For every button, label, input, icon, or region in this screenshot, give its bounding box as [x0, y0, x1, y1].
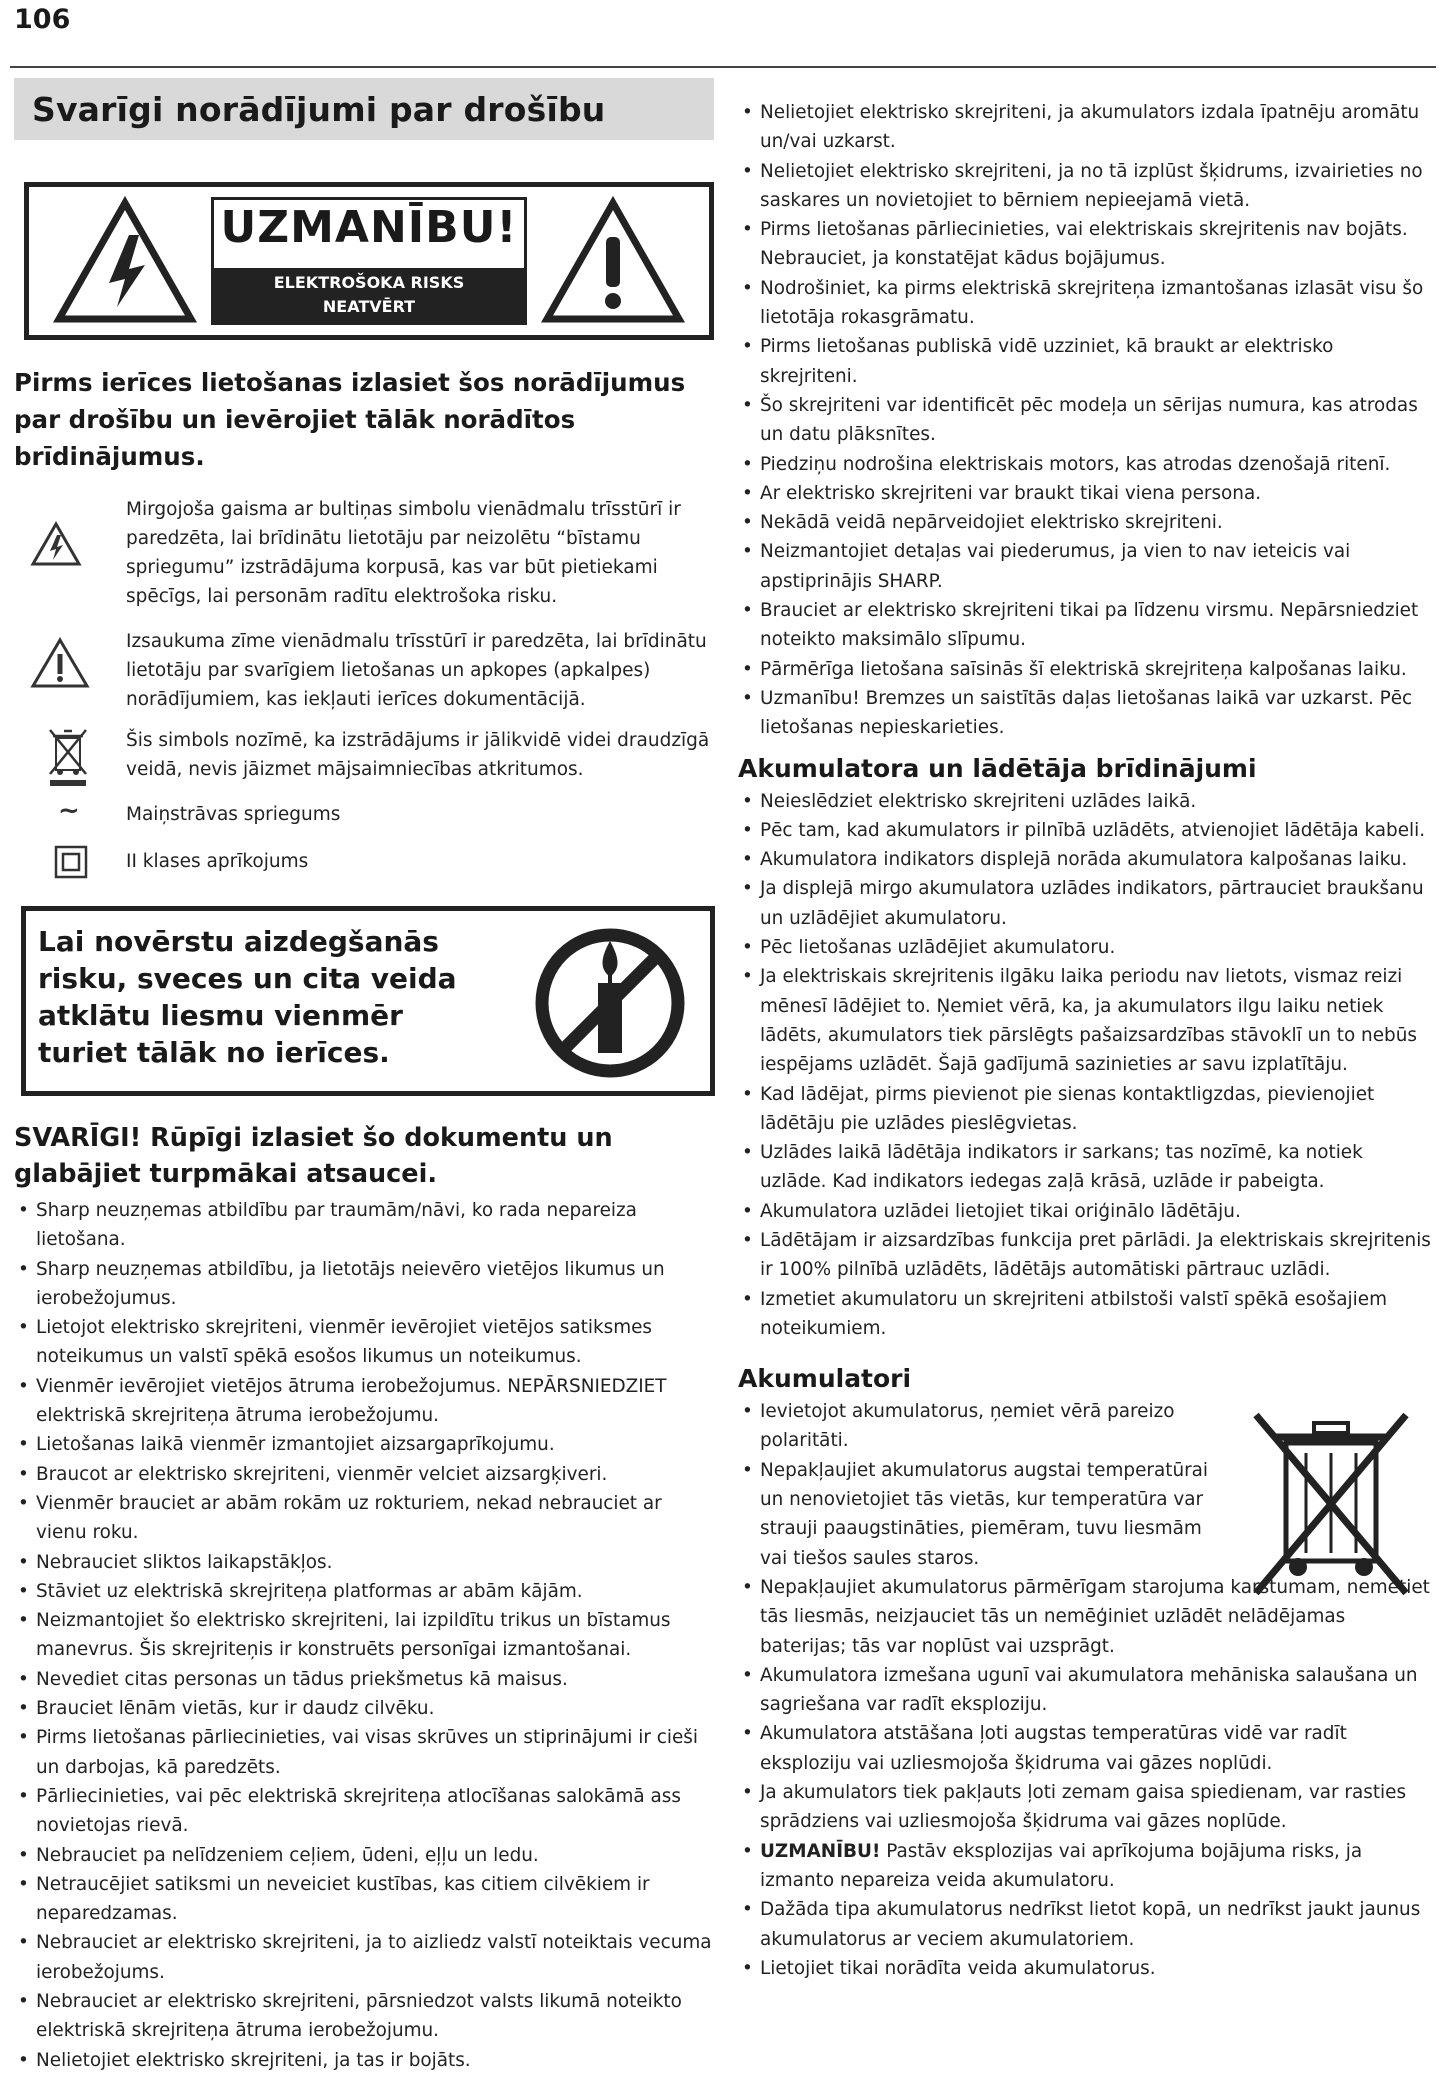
- battery-section: [738, 1397, 1432, 1983]
- class-ii-icon: [54, 845, 88, 879]
- list-item: • Piedziņu nodrošina elektriskais motors, kas atrodas dzenošajā ritenī.: [738, 450, 1432, 479]
- symbol-text-exclamation: Izsaukuma zīme vienādmalu trīsstūrī ir paredzēta, lai brīdinātu lietotāju par svarīgiem lietošanas un apkopes (apkalpes) norādījumiem, kas iekļauti ierīces dokumentācijā.: [126, 631, 707, 710]
- list-item: • Pārmērīga lietošana saīsinās šī elektriskā skrejriteņa kalpošanas laiku.: [738, 655, 1432, 684]
- list-item: • Braucot ar elektrisko skrejriteni, vienmēr velciet aizsargķiveri.: [14, 1460, 714, 1489]
- list-item: • Nebrauciet ar elektrisko skrejriteni, ja to aizliedz valstī noteiktais vecuma ierobežojums.: [14, 1928, 714, 1987]
- list-item: • Nebrauciet pa nelīdzeniem ceļiem, ūdeni, eļļu un ledu.: [14, 1841, 714, 1870]
- list-item: • Kad lādējat, pirms pievienot pie sienas kontaktligzdas, pievienojiet lādētāju pie uzlādes pieslēgvietas.: [738, 1080, 1432, 1139]
- left-column: [14, 78, 714, 2075]
- list-item: • Lietošanas laikā vienmēr izmantojiet aizsargaprīkojumu.: [14, 1430, 714, 1459]
- battery-caution-label: UZMANĪBU!: [760, 1840, 881, 1862]
- header-rule: [10, 66, 1436, 68]
- caution-band: [214, 268, 524, 322]
- list-item: • Neizmantojiet detaļas vai piederumus, ja vien to nav ieteicis vai apstiprinājis SHARP.: [738, 537, 1432, 596]
- fire-warning-box: [21, 906, 715, 1096]
- exclamation-triangle-icon: [30, 637, 90, 689]
- list-item: • Pēc tam, kad akumulators ir pilnībā uzlādēts, atvienojiet lādētāja kabeli.: [738, 816, 1432, 845]
- list-item: • Ar elektrisko skrejriteni var braukt tikai viena persona.: [738, 479, 1432, 508]
- symbol-text-ac: Maiņstrāvas spriegums: [126, 804, 341, 825]
- weee-bin-icon: [46, 726, 90, 788]
- battery-caution-text: Pastāv eksplozijas vai aprīkojuma bojājuma risks, ja izmanto nepareiza veida akumulatoru.: [760, 1840, 1363, 1891]
- caution-title: UZMANĪBU!: [220, 202, 518, 253]
- list-item: • Lietojot elektrisko skrejriteni, vienmēr ievērojiet vietējos satiksmes noteikumus un valstī spēkā esošos likumus un noteikumus.: [14, 1313, 714, 1372]
- charger-bullet-list: [738, 787, 1432, 1344]
- list-item: • Pirms lietošanas publiskā vidē uzziniet, kā braukt ar elektrisko skrejriteni.: [738, 332, 1432, 391]
- list-item: • Vienmēr brauciet ar abām rokām uz rokturiem, nekad nebrauciet ar vienu roku.: [14, 1489, 714, 1548]
- list-item: • Nepakļaujiet akumulatorus pārmērīgam starojuma karstumam, nemetiet tās liesmās, neizjauciet tās un nemēģiniet uzlādēt nelādējamas baterijas; tās var noplūst vai uzsprāgt.: [738, 1573, 1432, 1661]
- caution-line-1: ELEKTROŠOKA RISKS: [273, 273, 465, 292]
- list-item: • Uzmanību! Bremzes un saistītās daļas lietošanas laikā var uzkarst. Pēc lietošanas nepieskarieties.: [738, 684, 1432, 743]
- important-heading: SVARĪGI! Rūpīgi izlasiet šo dokumentu un glabājiet turpmākai atsaucei.: [14, 1123, 613, 1189]
- symbol-text-class-ii: II klases aprīkojums: [126, 851, 309, 872]
- page-number: 106: [14, 4, 71, 35]
- symbol-text-lightning: Mirgojoša gaisma ar bultiņas simbolu vienādmalu trīsstūrī ir paredzēta, lai brīdinātu lietotāju par neizolētu “bīstamu spriegumu” izstrādājuma korpusā, kas var būt pietiekami spēcīgs, lai personām radītu elektrošoka risku.: [126, 499, 681, 607]
- list-item: • Akumulatora indikators displejā norāda akumulatora kalpošanas laiku.: [738, 845, 1432, 874]
- list-item: • Lietojiet tikai norādīta veida akumulatorus.: [738, 1954, 1432, 1983]
- list-item: • Ja displejā mirgo akumulatora uzlādes indikators, pārtrauciet braukšanu un uzlādējiet akumulatoru.: [738, 874, 1432, 933]
- list-item: • Nebrauciet sliktos laikapstākļos.: [14, 1548, 714, 1577]
- list-item: • Pēc lietošanas uzlādējiet akumulatoru.: [738, 933, 1432, 962]
- list-item: • Sharp neuzņemas atbildību, ja lietotājs neievēro vietējos likumus un ierobežojumus.: [14, 1255, 714, 1314]
- page-title: Svarīgi norādījumi par drošību: [32, 89, 606, 129]
- list-item: • Lādētājam ir aizsardzības funkcija pret pārlādi. Ja elektriskais skrejritenis ir 100% pilnībā uzlādēts, lādētājs automātiski pārtrauc uzlādi.: [738, 1226, 1432, 1285]
- symbol-row-class-ii: [14, 847, 714, 876]
- fire-warning-text: Lai novērstu aizdegšanās risku, sveces un cita veida atklātu liesmu vienmēr turiet tālāk no ierīces.: [38, 925, 457, 1069]
- list-item: • Nelietojiet elektrisko skrejriteni, ja no tā izplūst šķidrums, izvairieties no saskares un novietojiet to bērniem nepieejamā vietā.: [738, 157, 1432, 216]
- list-item: • Nekādā veidā nepārveidojiet elektrisko skrejriteni.: [738, 508, 1432, 537]
- symbol-row-exclamation: [14, 627, 714, 714]
- list-item: • Nodrošiniet, ka pirms elektriskā skrejriteņa izmantošanas izlasāt visu šo lietotāja rokasgrāmatu.: [738, 274, 1432, 333]
- lightning-triangle-icon: [55, 199, 195, 323]
- lightning-triangle-icon: [30, 521, 82, 567]
- battery-heading: Akumulatori: [738, 1364, 912, 1394]
- list-item: • Nepakļaujiet akumulatorus augstai temperatūrai un nenovietojiet tās vietās, kur temperatūra var strauji paaugstināties, piemēram, tuvu liesmām vai tiešos saules staros.: [738, 1456, 1232, 1573]
- list-item: • Uzlādes laikā lādētāja indikators ir sarkans; tas nozīmē, ka notiek uzlāde. Kad indikators iedegas zaļā krāsā, uzlāde ir pabeigta.: [738, 1138, 1432, 1197]
- ac-tilde-icon: ~: [58, 796, 80, 826]
- caution-panel: [211, 197, 527, 325]
- list-item: • Nebrauciet ar elektrisko skrejriteni, pārsniedzot valsts likumā noteikto elektriskā skrejriteņa ātruma ierobežojumu.: [14, 1987, 714, 2046]
- charger-heading: Akumulatora un lādētāja brīdinājumi: [738, 753, 1257, 783]
- list-item: [738, 1837, 1432, 1896]
- list-item: • Neizmantojiet šo elektrisko skrejriteni, lai izpildītu trikus un bīstamus manevrus. Šis skrejriteņis ir konstruēts personīgai izmantošanai.: [14, 1606, 714, 1665]
- symbol-row-ac: [14, 796, 714, 829]
- list-item: • Netraucējiet satiksmi un neveiciet kustības, kas citiem cilvēkiem ir neparedzamas.: [14, 1870, 714, 1929]
- left-bullet-list: [14, 1196, 714, 2075]
- list-item: • Brauciet lēnām vietās, kur ir daudz cilvēku.: [14, 1694, 714, 1723]
- list-item: • Akumulatora izmešana ugunī vai akumulatora mehāniska salaušana un sagriešana var radīt eksploziju.: [738, 1661, 1432, 1720]
- right-column: [738, 98, 1432, 1983]
- exclamation-triangle-icon: [543, 199, 683, 323]
- list-item: • Vienmēr ievērojiet vietējos ātruma ierobežojumus. NEPĀRSNIEDZIET elektriskā skrejriteņa ātruma ierobežojumu.: [14, 1372, 714, 1431]
- symbol-text-weee: Šis simbols nozīmē, ka izstrādājums ir jālikvidē videi draudzīgā veidā, nevis jāizmet mājsaimniecības atkritumos.: [126, 730, 710, 780]
- intro-text: Pirms ierīces lietošanas izlasiet šos norādījumus par drošību un ievērojiet tālāk norādītos brīdinājumus.: [14, 368, 686, 471]
- list-item: • Pirms lietošanas pārliecinieties, vai elektriskais skrejritenis nav bojāts. Nebrauciet, ja konstatējat kādus bojājumus.: [738, 215, 1432, 274]
- list-item: • Ja akumulators tiek pakļauts ļoti zemam gaisa spiedienam, var rasties sprādziens vai uzliesmojoša šķidruma vai gāzes noplūde.: [738, 1778, 1432, 1837]
- list-item: • Brauciet ar elektrisko skrejriteni tikai pa līdzenu virsmu. Nepārsniedziet noteikto maksimālo slīpumu.: [738, 596, 1432, 655]
- list-item: • Ievietojot akumulatorus, ņemiet vērā pareizo polaritāti.: [738, 1397, 1232, 1456]
- symbol-row-lightning: [14, 495, 714, 611]
- list-item: • Ja elektriskais skrejritenis ilgāku laika periodu nav lietots, vismaz reizi mēnesī lādējiet to. Ņemiet vērā, ka, ja akumulators ilgu laiku netiek lādēts, akumulators tiek pārslēgts pašaizsardzības stāvoklī un to nebūs iespējams uzlādēt. Šajā gadījumā sazinieties ar savu izplatītāju.: [738, 962, 1432, 1079]
- list-item: • Izmetiet akumulatoru un skrejriteni atbilstoši valstī spēkā esošajiem noteikumiem.: [738, 1285, 1432, 1344]
- list-item: • Akumulatora uzlādei lietojiet tikai oriģinālo lādētāju.: [738, 1197, 1432, 1226]
- list-item: • Pārliecinieties, vai pēc elektriskā skrejriteņa atlocīšanas salokāmā ass novietojas rievā.: [14, 1782, 714, 1841]
- list-item: • Nelietojiet elektrisko skrejriteni, ja akumulators izdala īpatnēju aromātu un/vai uzkarst.: [738, 98, 1432, 157]
- list-item: • Sharp neuzņemas atbildību par traumām/nāvi, ko rada nepareiza lietošana.: [14, 1196, 714, 1255]
- no-candle-icon: [530, 923, 690, 1083]
- list-item: • Akumulatora atstāšana ļoti augstas temperatūras vidē var radīt eksploziju vai uzliesmojoša šķidruma vai gāzes noplūdi.: [738, 1719, 1432, 1778]
- list-item: • Pirms lietošanas pārliecinieties, vai visas skrūves un stiprinājumi ir cieši un darbojas, kā paredzēts.: [14, 1723, 714, 1782]
- list-item: • Nelietojiet elektrisko skrejriteni, ja tas ir bojāts.: [14, 2046, 714, 2075]
- list-item: • Nevediet citas personas un tādus priekšmetus kā maisus.: [14, 1665, 714, 1694]
- caution-label: [24, 182, 714, 340]
- list-item: • Neieslēdziet elektrisko skrejriteni uzlādes laikā.: [738, 787, 1432, 816]
- list-item: • Šo skrejriteni var identificēt pēc modeļa un sērijas numura, kas atrodas un datu plāksnītes.: [738, 391, 1432, 450]
- title-bar: [14, 78, 714, 140]
- caution-line-2: NEATVĒRT: [322, 297, 416, 316]
- right-bullet-list: [738, 98, 1432, 743]
- list-item: • Stāviet uz elektriskā skrejriteņa platformas ar abām kājām.: [14, 1577, 714, 1606]
- list-item: • Dažāda tipa akumulatorus nedrīkst lietot kopā, un nedrīkst jaukt jaunus akumulatorus ar veciem akumulatoriem.: [738, 1895, 1432, 1954]
- symbol-row-weee: [14, 726, 714, 784]
